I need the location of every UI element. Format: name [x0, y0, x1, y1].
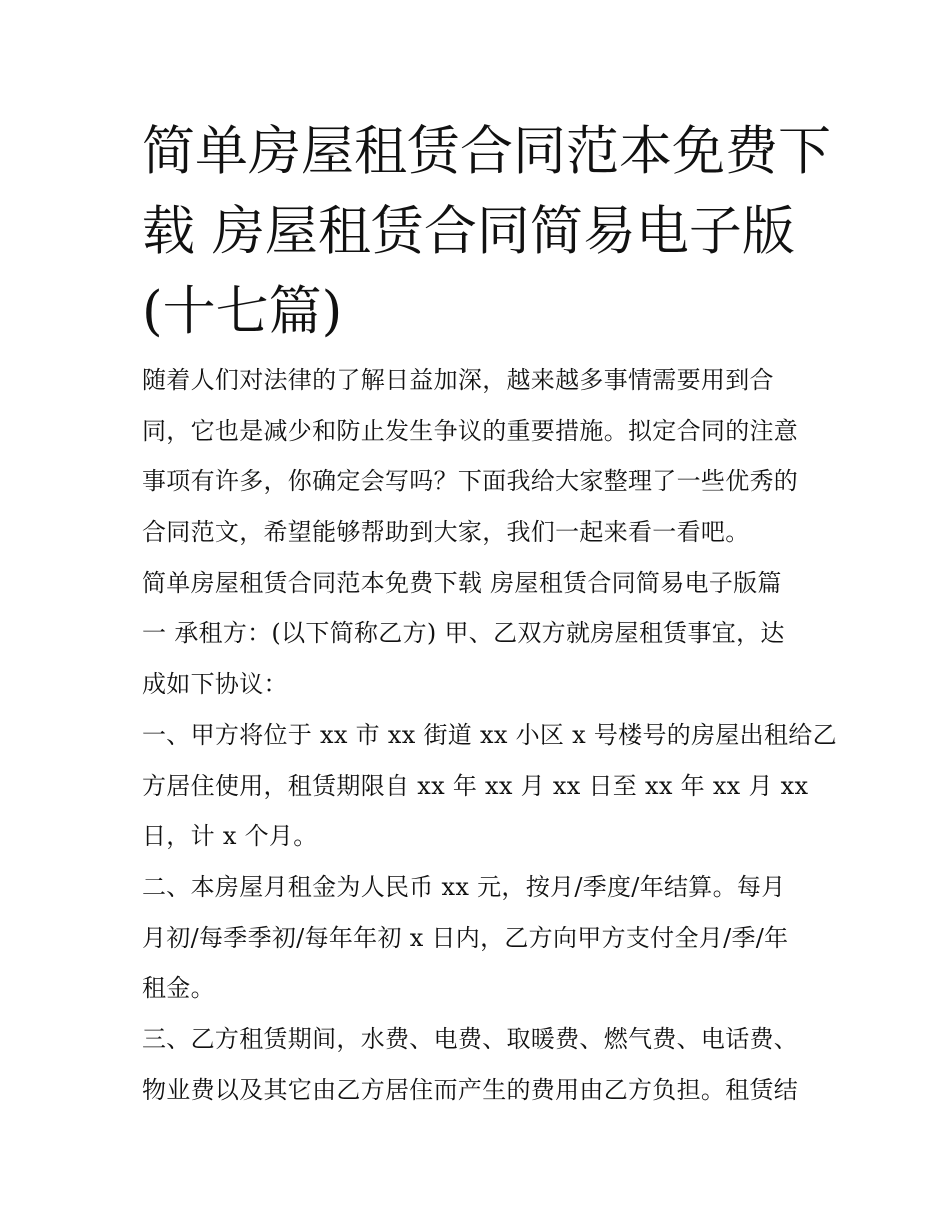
section-heading-line: 简单房屋租赁合同范本免费下载 房屋租赁合同简易电子版篇 [142, 568, 782, 597]
clause-3-line: 物业费以及其它由乙方居住而产生的费用由乙方负担。租赁结 [142, 1075, 799, 1104]
title-line: (十七篇) [142, 281, 343, 342]
title-line: 简单房屋租赁合同范本免费下 [142, 121, 831, 182]
document-title [142, 112, 831, 352]
clause-2-line: 二、本房屋月租金为人民币 xx 元，按月/季度/年结算。每月 [142, 872, 786, 901]
clause-3-line: 三、乙方租赁期间，水费、电费、取暖费、燃气费、电话费、 [142, 1024, 799, 1053]
intro-line: 事项有许多，你确定会写吗？下面我给大家整理了一些优秀的 [142, 467, 799, 496]
intro-line: 随着人们对法律的了解日益加深，越来越多事情需要用到合 [142, 366, 774, 394]
clause-2-line: 租金。 [142, 974, 215, 1003]
intro-line: 合同范文，希望能够帮助到大家，我们一起来看一看吧。 [142, 518, 750, 547]
title-line: 载 房屋租赁合同简易电子版 [142, 201, 795, 262]
clause-1-line: 方居住使用，租赁期限自 xx 年 xx 月 xx 日至 xx 年 xx 月 xx [142, 771, 809, 800]
intro-line: 同，它也是减少和防止发生争议的重要措施。拟定合同的注意 [142, 416, 799, 445]
document-body [142, 355, 837, 1115]
clause-1-line: 一、甲方将位于 xx 市 xx 街道 xx 小区 x 号楼号的房屋出租给乙 [142, 720, 837, 749]
agreement-line: 成如下协议： [142, 670, 288, 699]
clause-1-line: 日，计 x 个月。 [142, 822, 318, 851]
section-heading-line: 一 承租方：(以下简称乙方) 甲、乙双方就房屋租赁事宜，达 [142, 619, 785, 648]
clause-2-line: 月初/每季季初/每年年初 x 日内，乙方向甲方支付全月/季/年 [142, 923, 789, 952]
